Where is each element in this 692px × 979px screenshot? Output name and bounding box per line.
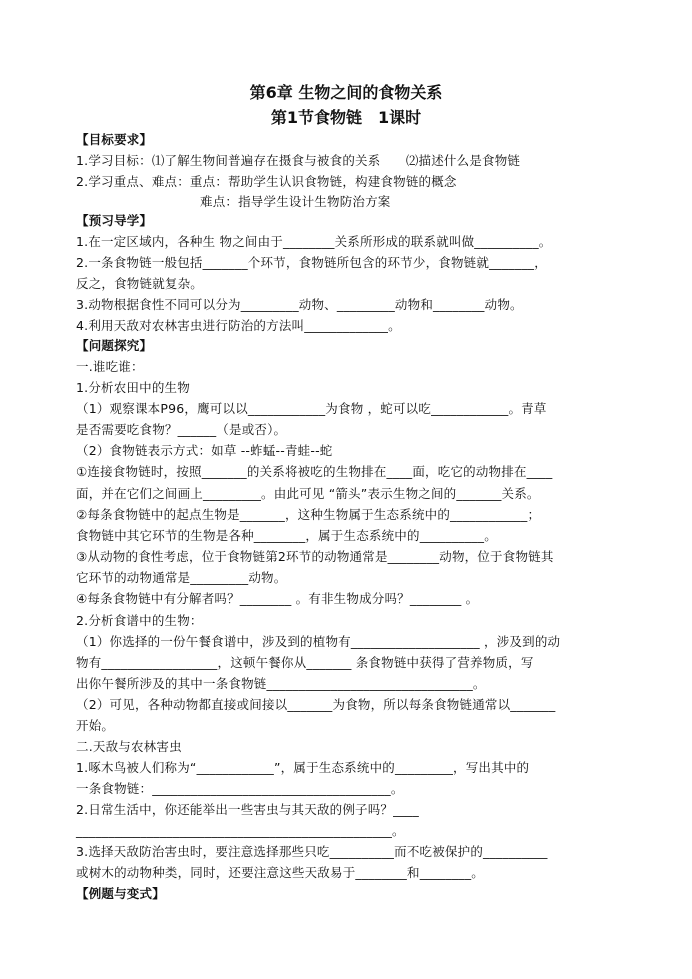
explore-line-16: 出你午餐所涉及的其中一条食物链________________________________。 xyxy=(76,676,486,691)
enemies-line-2: 一条食物链：_____________________________________。 xyxy=(76,781,404,796)
preview-line-3: 反之，食物链就复杂。 xyxy=(76,276,204,291)
explore-line-11: 它环节的动物通常是_________动物。 xyxy=(76,570,287,585)
enemies-line-5: 3.选择天敌防治害虫时，要注意选择那些只吃__________而不吃被保护的__________ xyxy=(76,844,548,859)
enemies-line-3: 2.日常生活中，你还能举出一些害虫与其天敌的例子吗？____ xyxy=(76,802,419,817)
explore-line-10: ③从动物的食性考虑，位于食物链第2环节的动物通常是________动物，位于食物链其 xyxy=(76,549,554,564)
goal-line-1: 1.学习目标：⑴了解生物间普遍存在摄食与被食的关系 ⑵描述什么是食物链 xyxy=(76,153,521,168)
enemies-line-4: _________________________________________________。 xyxy=(76,823,405,838)
explore-line-2: 1.分析农田中的生物 xyxy=(76,380,190,395)
preview-line-4: 3.动物根据食性不同可以分为_________动物、_________动物和________动物。 xyxy=(76,297,523,312)
goal-line-3: 难点：指导学生设计生物防治方案 xyxy=(200,194,391,209)
heading-examples: 【例题与变式】 xyxy=(76,886,165,901)
heading-goals: 【目标要求】 xyxy=(76,132,153,147)
explore-line-8: ②每条食物链中的起点生物是_______，这种生物属于生态系统中的____________； xyxy=(76,507,541,522)
preview-line-2: 2.一条食物链一般包括_______个环节，食物链所包含的环节少，食物链就_______， xyxy=(76,255,547,270)
goal-line-2: 2.学习重点、难点：重点：帮助学生认识食物链，构建食物链的概念 xyxy=(76,174,457,189)
explore-line-3: （1）观察课本P96，鹰可以以____________为食物 ，蛇可以吃____________。青草 xyxy=(76,401,547,416)
explore-line-12: ④每条食物链中有分解者吗？________ 。有非生物成分吗？________ 。 xyxy=(76,591,479,606)
explore-line-6: ①连接食物链时，按照_______的关系将被吃的生物排在____面，吃它的动物排在____ xyxy=(76,464,553,479)
preview-line-5: 4.利用天敌对农林害虫进行防治的方法叫_____________。 xyxy=(76,318,401,333)
section-title: 第1节食物链 1课时 xyxy=(270,108,422,127)
chapter-title: 第6章 生物之间的食物关系 xyxy=(249,83,443,102)
explore-line-17: （2）可见，各种动物都直接或间接以_______为食物，所以每条食物链通常以_______ xyxy=(76,697,556,712)
enemies-line-6: 或树木的动物种类，同时，还要注意这些天敌易于________和________。 xyxy=(76,865,485,880)
explore-line-9: 食物链中其它环节的生物是各种________，属于生态系统中的__________。 xyxy=(76,528,497,543)
explore-line-15: 物有__________________，这顿午餐你从_______ 条食物链中获得了营养物质，写 xyxy=(76,655,534,670)
explore-line-4: 是否需要吃食物？______（是或否）。 xyxy=(76,422,287,437)
explore-line-18: 开始。 xyxy=(76,718,115,733)
section-enemies-heading: 二.天敌与农林害虫 xyxy=(76,739,182,754)
explore-line-7: 面，并在它们之间画上_________。由此可见 “箭头”表示生物之间的_______关系。 xyxy=(76,486,540,501)
explore-line-13: 2.分析食谱中的生物： xyxy=(76,613,203,628)
heading-explore: 【问题探究】 xyxy=(76,338,153,353)
explore-line-14: （1）你选择的一份午餐食谱中，涉及到的植物有____________________ ，涉及到的动 xyxy=(76,634,561,649)
heading-preview: 【预习导学】 xyxy=(76,213,153,228)
explore-line-5: （2）食物链表示方式：如草 --蚱蜢--青蛙--蛇 xyxy=(76,443,333,458)
preview-line-1: 1.在一定区域内，各种生 物之间由于________关系所形成的联系就叫做__________。 xyxy=(76,234,552,249)
explore-line-1: 一.谁吃谁： xyxy=(76,359,144,374)
enemies-line-1: 1.啄木鸟被人们称为“____________”，属于生态系统中的_________，写出其中的 xyxy=(76,760,530,775)
